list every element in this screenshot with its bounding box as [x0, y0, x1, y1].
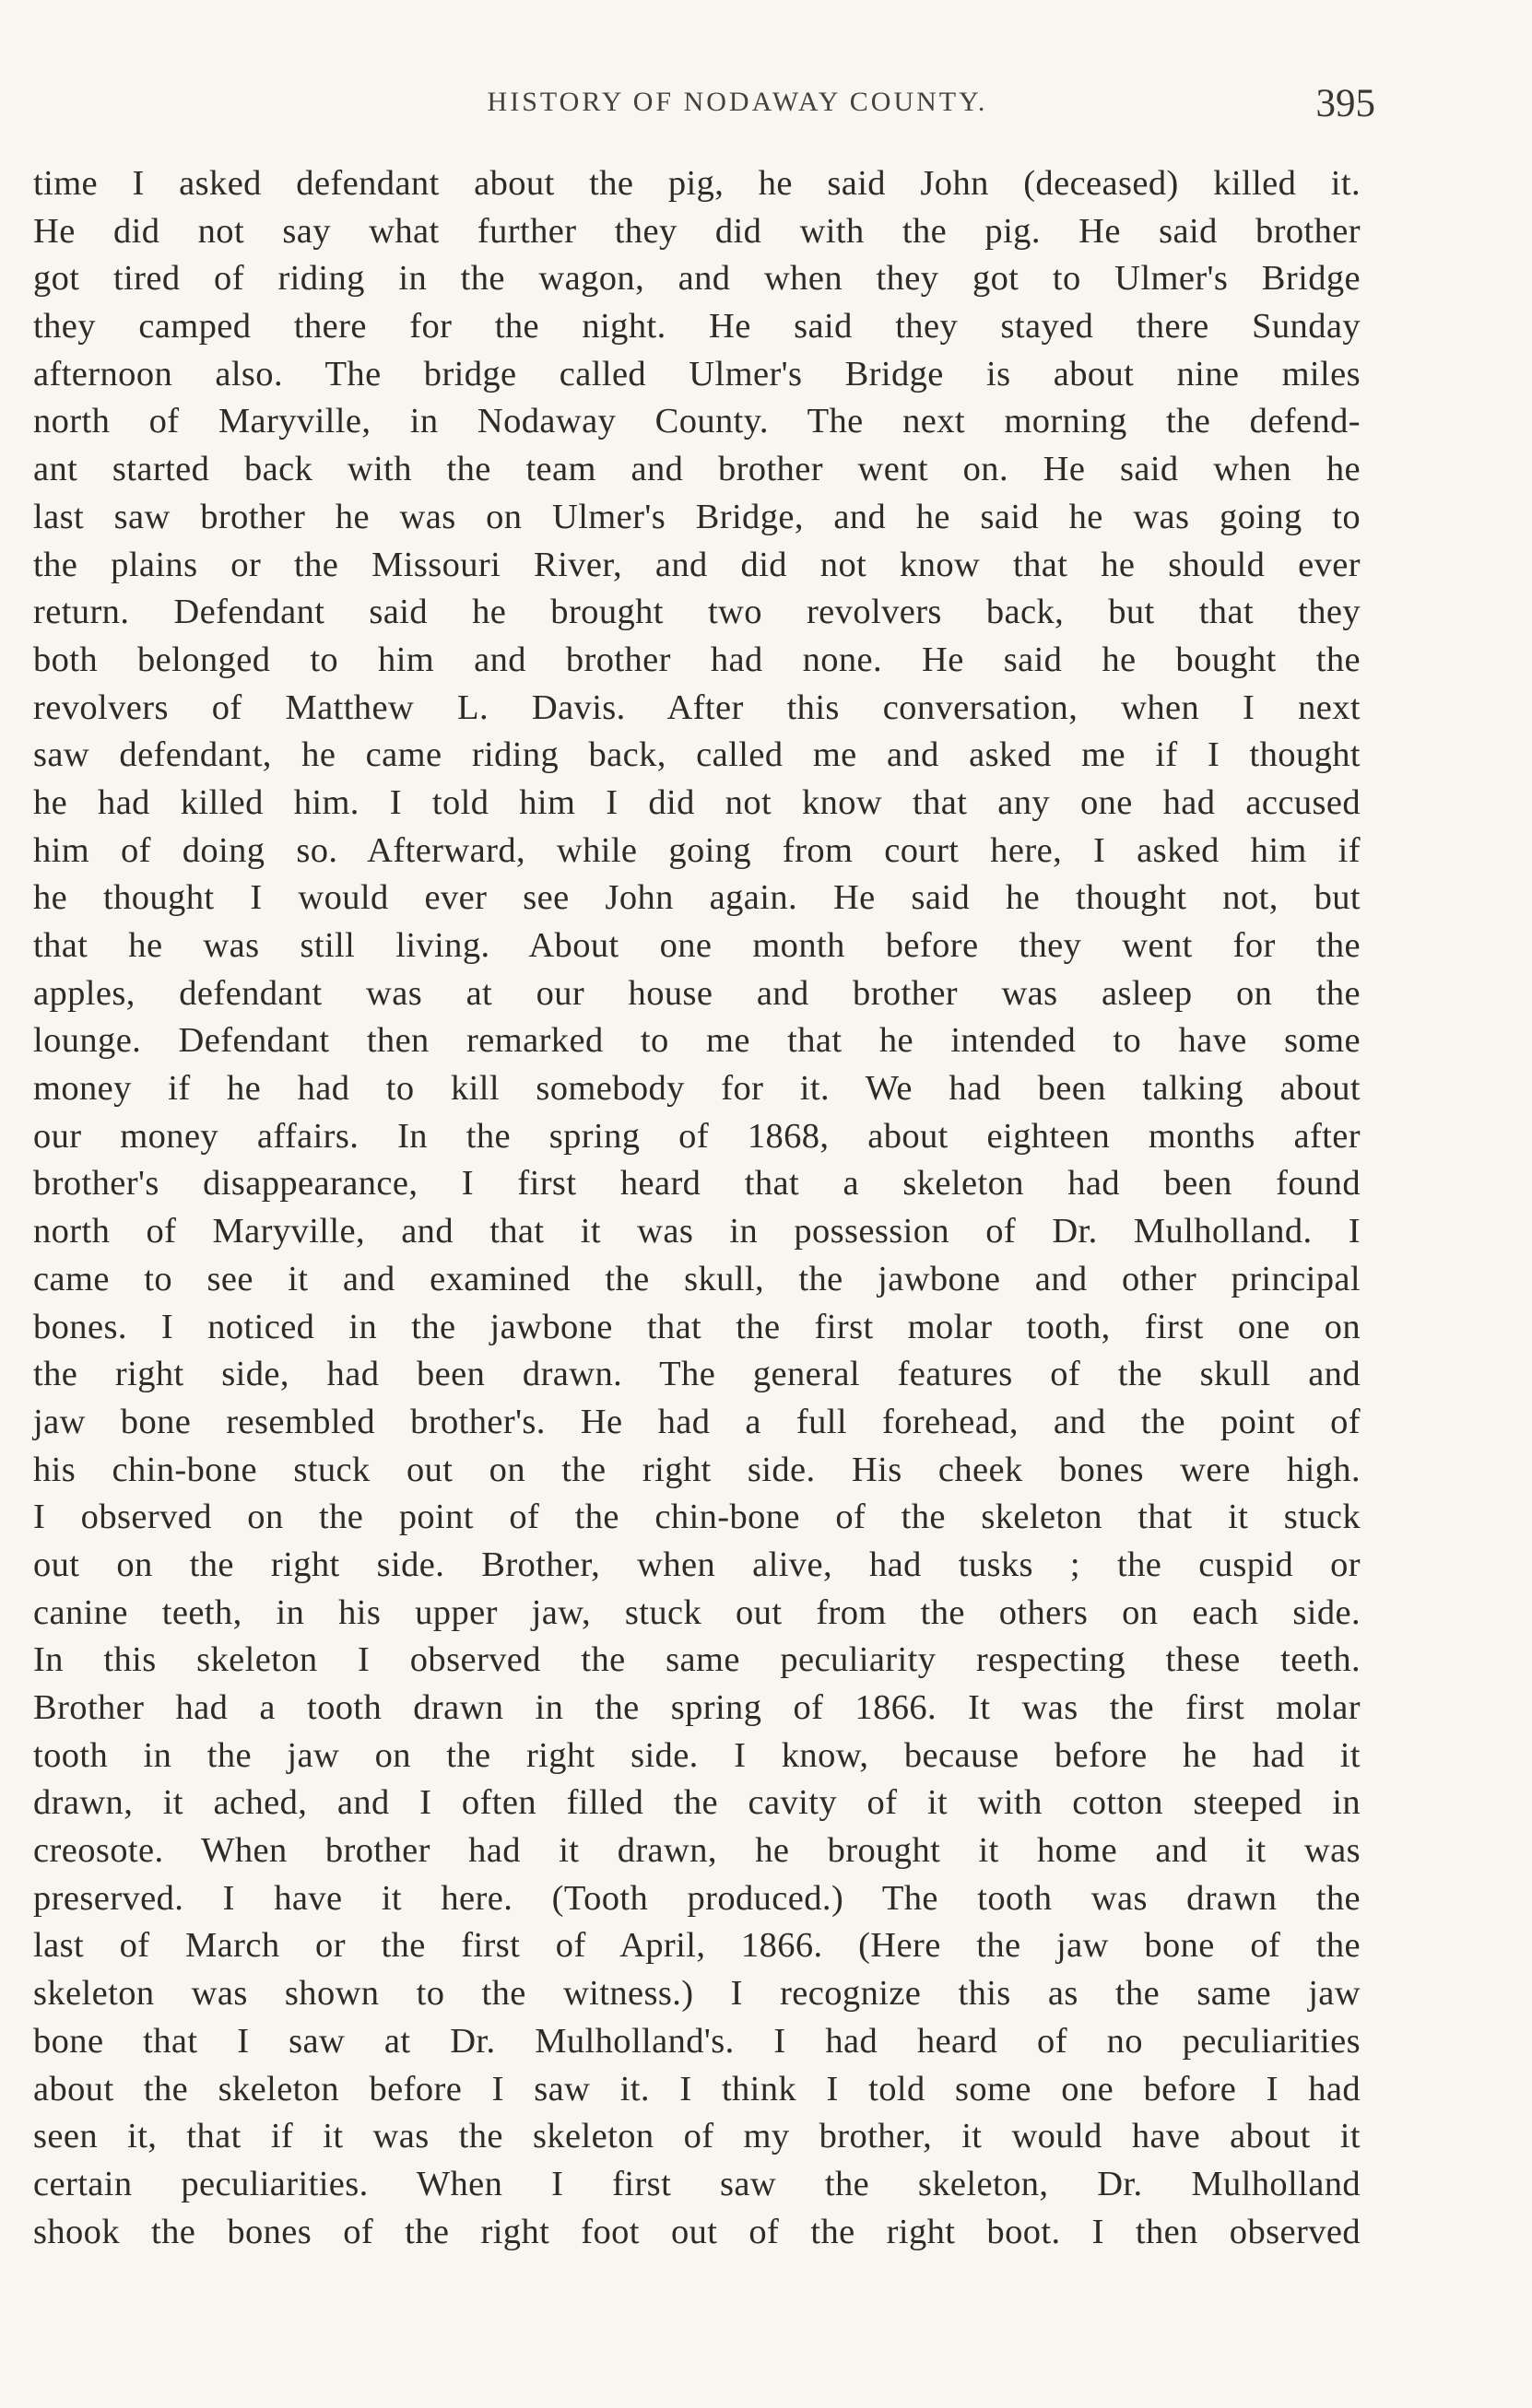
text-line: He did not say what further they did with the pig. He said brother [33, 211, 1361, 251]
text-line: bone that I saw at Dr. Mulholland's. I had heard of no peculiarities [33, 2021, 1361, 2061]
text-line: north of Maryville, and that it was in possession of Dr. Mulholland. I [33, 1212, 1361, 1251]
text-line: both belonged to him and brother had none. He said he bought the [33, 640, 1361, 679]
running-title: HISTORY OF NODAWAY COUNTY. [487, 87, 988, 117]
text-line: last of March or the first of April, 1866. (Here the jaw bone of the [33, 1926, 1361, 1966]
text-line: he thought I would ever see John again. He said he thought not, but [33, 878, 1361, 918]
text-line: him of doing so. Afterward, while going from court here, I asked him if [33, 830, 1361, 870]
body-text [33, 160, 1361, 2256]
text-line: out on the right side. Brother, when alive, had tusks ; the cuspid or [33, 1545, 1361, 1584]
text-line: lounge. Defendant then remarked to me that he intended to have some [33, 1021, 1361, 1061]
text-line: apples, defendant was at our house and brother was asleep on the [33, 973, 1361, 1013]
text-line: bones. I noticed in the jawbone that the first molar tooth, first one on [33, 1307, 1361, 1346]
text-line: In this skeleton I observed the same peculiarity respecting these teeth. [33, 1640, 1361, 1680]
text-line: the plains or the Missouri River, and did not know that he should ever [33, 545, 1361, 584]
text-line: certain peculiarities. When I first saw the skeleton, Dr. Mulholland [33, 2164, 1361, 2203]
text-line: seen it, that if it was the skeleton of my brother, it would have about it [33, 2117, 1361, 2156]
text-line: I observed on the point of the chin-bone of the skeleton that it stuck [33, 1498, 1361, 1537]
text-line: Brother had a tooth drawn in the spring of 1866. It was the first molar [33, 1688, 1361, 1727]
page-number: 395 [1315, 82, 1375, 125]
text-line: that he was still living. About one month before they went for the [33, 926, 1361, 965]
text-line: ant started back with the team and brother went on. He said when he [33, 450, 1361, 489]
text-line: our money affairs. In the spring of 1868, about eighteen months after [33, 1116, 1361, 1156]
text-line: money if he had to kill somebody for it. We had been talking about [33, 1069, 1361, 1109]
text-line: they camped there for the night. He said they stayed there Sunday [33, 307, 1361, 347]
text-line: the right side, had been drawn. The general features of the skull and [33, 1355, 1361, 1394]
text-line: he had killed him. I told him I did not know that any one had accused [33, 782, 1361, 822]
text-line: skeleton was shown to the witness.) I recognize this as the same jaw [33, 1974, 1361, 2014]
text-line: time I asked defendant about the pig, he said John (deceased) killed it. [33, 164, 1361, 203]
text-line: his chin-bone stuck out on the right side. His cheek bones were high. [33, 1450, 1361, 1489]
text-line: came to see it and examined the skull, the jawbone and other principal [33, 1259, 1361, 1298]
text-line: about the skeleton before I saw it. I think I told some one before I had [33, 2069, 1361, 2108]
running-head [37, 79, 1495, 135]
text-line: last saw brother he was on Ulmer's Bridge, and he said he was going to [33, 497, 1361, 536]
text-line: saw defendant, he came riding back, called me and asked me if I thought [33, 735, 1361, 775]
text-line: creosote. When brother had it drawn, he brought it home and it was [33, 1831, 1361, 1871]
text-line: canine teeth, in his upper jaw, stuck out from the others on each side. [33, 1592, 1361, 1632]
text-line: brother's disappearance, I first heard that a skeleton had been found [33, 1164, 1361, 1204]
text-line: return. Defendant said he brought two revolvers back, but that they [33, 593, 1361, 632]
text-line: afternoon also. The bridge called Ulmer's Bridge is about nine miles [33, 354, 1361, 394]
text-line: north of Maryville, in Nodaway County. The next morning the defend- [33, 402, 1361, 441]
text-line: jaw bone resembled brother's. He had a full forehead, and the point of [33, 1402, 1361, 1441]
text-line: shook the bones of the right foot out of the right boot. I then observed [33, 2212, 1361, 2251]
text-line: revolvers of Matthew L. Davis. After this conversation, when I next [33, 687, 1361, 727]
text-line: preserved. I have it here. (Tooth produced.) The tooth was drawn the [33, 1878, 1361, 1918]
text-line: got tired of riding in the wagon, and when they got to Ulmer's Bridge [33, 259, 1361, 299]
text-line: drawn, it ached, and I often filled the cavity of it with cotton steeped in [33, 1783, 1361, 1823]
text-line: tooth in the jaw on the right side. I know, because before he had it [33, 1735, 1361, 1775]
